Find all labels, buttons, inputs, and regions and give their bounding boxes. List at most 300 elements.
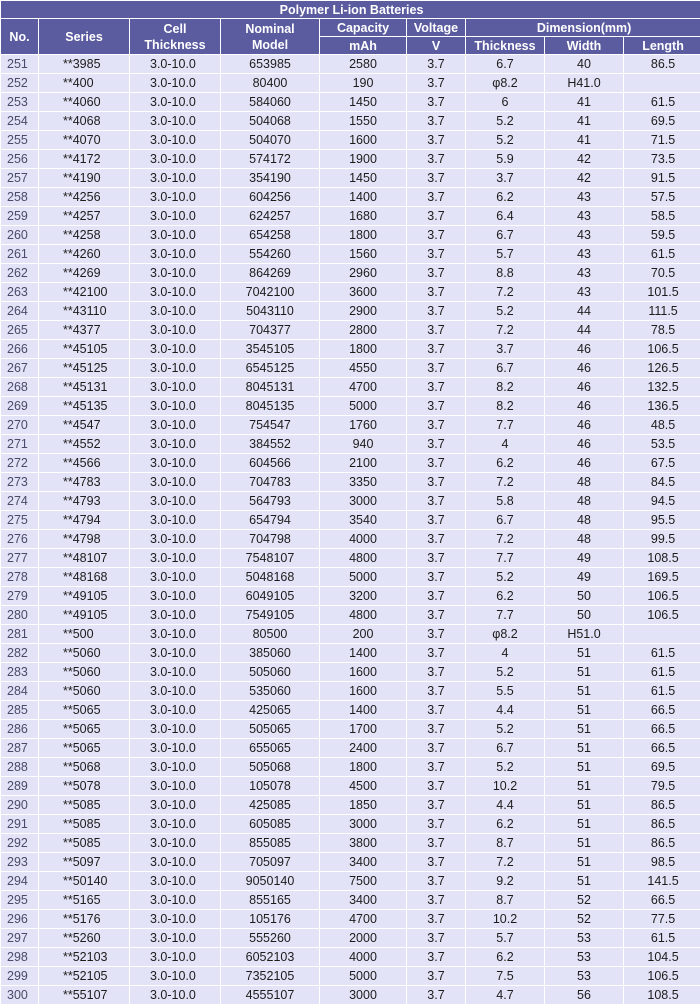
table-row [1, 397, 700, 415]
cell-nominal-model: 505060 [221, 663, 319, 681]
cell-dim-length [624, 74, 700, 92]
cell-no: 274 [1, 492, 38, 510]
cell-capacity: 1560 [320, 245, 406, 263]
cell-thickness-range: 3.0-10.0 [130, 568, 220, 586]
cell-dim-length: 61.5 [624, 644, 700, 662]
cell-nominal-model: 7042100 [221, 283, 319, 301]
cell-dim-width: 46 [545, 397, 623, 415]
cell-dim-length: 61.5 [624, 663, 700, 681]
cell-no: 281 [1, 625, 38, 643]
cell-dim-thickness: 8.7 [466, 891, 544, 909]
cell-voltage: 3.7 [407, 568, 465, 586]
cell-nominal-model: 504070 [221, 131, 319, 149]
cell-no: 258 [1, 188, 38, 206]
cell-capacity: 3600 [320, 283, 406, 301]
cell-dim-thickness: 5.2 [466, 131, 544, 149]
cell-thickness-range: 3.0-10.0 [130, 663, 220, 681]
cell-nominal-model: 6049105 [221, 587, 319, 605]
cell-voltage: 3.7 [407, 131, 465, 149]
table-row [1, 112, 700, 130]
cell-dim-thickness: 6.2 [466, 815, 544, 833]
cell-nominal-model: 604256 [221, 188, 319, 206]
cell-thickness-range: 3.0-10.0 [130, 131, 220, 149]
cell-nominal-model: 574172 [221, 150, 319, 168]
cell-capacity: 3200 [320, 587, 406, 605]
cell-capacity: 1400 [320, 644, 406, 662]
table-row [1, 872, 700, 890]
cell-thickness-range: 3.0-10.0 [130, 796, 220, 814]
cell-dim-width: 43 [545, 207, 623, 225]
cell-dim-length: 57.5 [624, 188, 700, 206]
cell-nominal-model: 704783 [221, 473, 319, 491]
cell-thickness-range: 3.0-10.0 [130, 321, 220, 339]
cell-voltage: 3.7 [407, 758, 465, 776]
cell-dim-length: 66.5 [624, 701, 700, 719]
cell-nominal-model: 8045135 [221, 397, 319, 415]
table-row [1, 93, 700, 111]
cell-no: 300 [1, 986, 38, 1004]
cell-voltage: 3.7 [407, 625, 465, 643]
cell-no: 253 [1, 93, 38, 111]
table-row [1, 948, 700, 966]
cell-voltage: 3.7 [407, 74, 465, 92]
cell-capacity: 1680 [320, 207, 406, 225]
cell-dim-thickness: 8.2 [466, 397, 544, 415]
table-row [1, 739, 700, 757]
cell-series: **5097 [39, 853, 129, 871]
cell-nominal-model: 554260 [221, 245, 319, 263]
cell-thickness-range: 3.0-10.0 [130, 378, 220, 396]
cell-no: 277 [1, 549, 38, 567]
cell-dim-length: 106.5 [624, 587, 700, 605]
cell-dim-thickness: 6.7 [466, 739, 544, 757]
table-row [1, 986, 700, 1004]
cell-voltage: 3.7 [407, 606, 465, 624]
cell-nominal-model: 855165 [221, 891, 319, 909]
cell-dim-length: 106.5 [624, 967, 700, 985]
cell-no: 265 [1, 321, 38, 339]
cell-dim-width: 51 [545, 758, 623, 776]
table-row [1, 131, 700, 149]
cell-capacity: 1400 [320, 188, 406, 206]
cell-dim-thickness: 5.9 [466, 150, 544, 168]
cell-thickness-range: 3.0-10.0 [130, 169, 220, 187]
cell-dim-length: 48.5 [624, 416, 700, 434]
cell-capacity: 190 [320, 74, 406, 92]
cell-thickness-range: 3.0-10.0 [130, 834, 220, 852]
cell-dim-width: 42 [545, 150, 623, 168]
cell-dim-thickness: 10.2 [466, 777, 544, 795]
cell-thickness-range: 3.0-10.0 [130, 739, 220, 757]
table-row [1, 720, 700, 738]
cell-thickness-range: 3.0-10.0 [130, 587, 220, 605]
cell-no: 297 [1, 929, 38, 947]
cell-no: 296 [1, 910, 38, 928]
table-row [1, 245, 700, 263]
table-row [1, 359, 700, 377]
cell-thickness-range: 3.0-10.0 [130, 701, 220, 719]
table-row [1, 625, 700, 643]
cell-voltage: 3.7 [407, 150, 465, 168]
cell-capacity: 3400 [320, 853, 406, 871]
cell-voltage: 3.7 [407, 226, 465, 244]
cell-series: **4269 [39, 264, 129, 282]
cell-dim-length: 78.5 [624, 321, 700, 339]
cell-dim-width: 46 [545, 340, 623, 358]
cell-dim-length: 111.5 [624, 302, 700, 320]
cell-dim-length: 94.5 [624, 492, 700, 510]
cell-no: 293 [1, 853, 38, 871]
cell-capacity: 1800 [320, 340, 406, 358]
cell-no: 275 [1, 511, 38, 529]
cell-dim-length: 169.5 [624, 568, 700, 586]
cell-dim-width: 51 [545, 663, 623, 681]
cell-capacity: 3000 [320, 492, 406, 510]
cell-voltage: 3.7 [407, 777, 465, 795]
table-row [1, 321, 700, 339]
cell-dim-thickness: 8.7 [466, 834, 544, 852]
cell-capacity: 1900 [320, 150, 406, 168]
cell-nominal-model: 653985 [221, 55, 319, 73]
cell-thickness-range: 3.0-10.0 [130, 492, 220, 510]
cell-dim-thickness: 7.2 [466, 283, 544, 301]
cell-dim-length: 108.5 [624, 986, 700, 1004]
cell-nominal-model: 3545105 [221, 340, 319, 358]
cell-nominal-model: 855085 [221, 834, 319, 852]
cell-capacity: 5000 [320, 397, 406, 415]
cell-thickness-range: 3.0-10.0 [130, 910, 220, 928]
cell-capacity: 1600 [320, 682, 406, 700]
cell-voltage: 3.7 [407, 530, 465, 548]
cell-no: 291 [1, 815, 38, 833]
cell-voltage: 3.7 [407, 663, 465, 681]
cell-dim-width: 43 [545, 188, 623, 206]
cell-dim-thickness: 9.2 [466, 872, 544, 890]
cell-voltage: 3.7 [407, 929, 465, 947]
cell-capacity: 3400 [320, 891, 406, 909]
cell-nominal-model: 354190 [221, 169, 319, 187]
cell-nominal-model: 385060 [221, 644, 319, 662]
header-cell-line1: Cell [163, 21, 187, 36]
cell-capacity: 4700 [320, 378, 406, 396]
cell-thickness-range: 3.0-10.0 [130, 416, 220, 434]
cell-dim-width: 50 [545, 606, 623, 624]
cell-no: 285 [1, 701, 38, 719]
cell-thickness-range: 3.0-10.0 [130, 948, 220, 966]
cell-series: **5068 [39, 758, 129, 776]
cell-nominal-model: 654794 [221, 511, 319, 529]
cell-series: **48168 [39, 568, 129, 586]
cell-dim-length: 66.5 [624, 891, 700, 909]
cell-voltage: 3.7 [407, 720, 465, 738]
cell-dim-length: 61.5 [624, 93, 700, 111]
cell-dim-width: 51 [545, 644, 623, 662]
cell-series: **5260 [39, 929, 129, 947]
cell-voltage: 3.7 [407, 207, 465, 225]
cell-no: 294 [1, 872, 38, 890]
cell-thickness-range: 3.0-10.0 [130, 872, 220, 890]
cell-capacity: 4800 [320, 549, 406, 567]
cell-no: 299 [1, 967, 38, 985]
cell-capacity: 4000 [320, 530, 406, 548]
cell-thickness-range: 3.0-10.0 [130, 815, 220, 833]
cell-no: 268 [1, 378, 38, 396]
cell-capacity: 1800 [320, 226, 406, 244]
cell-nominal-model: 80500 [221, 625, 319, 643]
cell-voltage: 3.7 [407, 473, 465, 491]
cell-dim-thickness: 6 [466, 93, 544, 111]
table-row [1, 207, 700, 225]
cell-dim-width: 51 [545, 796, 623, 814]
cell-capacity: 7500 [320, 872, 406, 890]
cell-series: **400 [39, 74, 129, 92]
cell-series: **52105 [39, 967, 129, 985]
cell-thickness-range: 3.0-10.0 [130, 207, 220, 225]
cell-dim-width: 46 [545, 435, 623, 453]
cell-series: **4793 [39, 492, 129, 510]
cell-series: **4190 [39, 169, 129, 187]
cell-capacity: 940 [320, 435, 406, 453]
cell-dim-length: 101.5 [624, 283, 700, 301]
cell-series: **4552 [39, 435, 129, 453]
cell-thickness-range: 3.0-10.0 [130, 758, 220, 776]
cell-dim-width: 46 [545, 359, 623, 377]
cell-nominal-model: 535060 [221, 682, 319, 700]
cell-dim-thickness: 5.2 [466, 302, 544, 320]
cell-dim-width: 48 [545, 530, 623, 548]
cell-nominal-model: 584060 [221, 93, 319, 111]
cell-no: 289 [1, 777, 38, 795]
cell-capacity: 3350 [320, 473, 406, 491]
header-capacity: Capacity [320, 19, 406, 36]
cell-capacity: 5000 [320, 967, 406, 985]
cell-nominal-model: 564793 [221, 492, 319, 510]
cell-dim-length: 69.5 [624, 758, 700, 776]
cell-capacity: 1600 [320, 663, 406, 681]
cell-series: **50140 [39, 872, 129, 890]
cell-capacity: 1760 [320, 416, 406, 434]
cell-thickness-range: 3.0-10.0 [130, 55, 220, 73]
cell-series: **4172 [39, 150, 129, 168]
table-row [1, 644, 700, 662]
table-row [1, 891, 700, 909]
table-row [1, 378, 700, 396]
cell-capacity: 3000 [320, 815, 406, 833]
cell-dim-width: 42 [545, 169, 623, 187]
cell-capacity: 2000 [320, 929, 406, 947]
cell-dim-width: 49 [545, 568, 623, 586]
cell-dim-width: 51 [545, 834, 623, 852]
cell-dim-length: 86.5 [624, 834, 700, 852]
cell-dim-length: 67.5 [624, 454, 700, 472]
cell-voltage: 3.7 [407, 549, 465, 567]
cell-dim-width: 44 [545, 321, 623, 339]
cell-voltage: 3.7 [407, 682, 465, 700]
cell-dim-length: 66.5 [624, 739, 700, 757]
cell-nominal-model: 105078 [221, 777, 319, 795]
cell-series: **5085 [39, 834, 129, 852]
cell-dim-length: 99.5 [624, 530, 700, 548]
cell-dim-width: 51 [545, 701, 623, 719]
cell-dim-width: 51 [545, 815, 623, 833]
cell-voltage: 3.7 [407, 188, 465, 206]
cell-nominal-model: 7548107 [221, 549, 319, 567]
cell-dim-width: 43 [545, 245, 623, 263]
cell-nominal-model: 7549105 [221, 606, 319, 624]
cell-thickness-range: 3.0-10.0 [130, 150, 220, 168]
cell-series: **5176 [39, 910, 129, 928]
cell-dim-thickness: 6.2 [466, 948, 544, 966]
header-cell-thickness [130, 19, 220, 54]
cell-dim-thickness: 4 [466, 644, 544, 662]
cell-no: 272 [1, 454, 38, 472]
cell-voltage: 3.7 [407, 397, 465, 415]
cell-voltage: 3.7 [407, 511, 465, 529]
cell-no: 286 [1, 720, 38, 738]
cell-dim-length: 104.5 [624, 948, 700, 966]
cell-dim-length: 84.5 [624, 473, 700, 491]
cell-dim-thickness: 5.2 [466, 663, 544, 681]
cell-voltage: 3.7 [407, 169, 465, 187]
cell-thickness-range: 3.0-10.0 [130, 625, 220, 643]
cell-thickness-range: 3.0-10.0 [130, 473, 220, 491]
cell-dim-length: 79.5 [624, 777, 700, 795]
cell-dim-thickness: φ8.2 [466, 74, 544, 92]
header-nominal-line2: Model [251, 37, 289, 52]
cell-series: **45105 [39, 340, 129, 358]
cell-voltage: 3.7 [407, 492, 465, 510]
cell-no: 276 [1, 530, 38, 548]
cell-dim-length: 71.5 [624, 131, 700, 149]
cell-dim-thickness: 4 [466, 435, 544, 453]
cell-thickness-range: 3.0-10.0 [130, 188, 220, 206]
cell-dim-thickness: 5.8 [466, 492, 544, 510]
cell-no: 269 [1, 397, 38, 415]
cell-voltage: 3.7 [407, 872, 465, 890]
cell-dim-thickness: 4.7 [466, 986, 544, 1004]
table-row [1, 587, 700, 605]
cell-dim-thickness: 3.7 [466, 340, 544, 358]
cell-capacity: 4800 [320, 606, 406, 624]
cell-dim-width: 51 [545, 682, 623, 700]
cell-dim-length: 70.5 [624, 264, 700, 282]
header-nominal-line1: Nominal [245, 21, 295, 36]
cell-capacity: 1550 [320, 112, 406, 130]
cell-dim-width: H41.0 [545, 74, 623, 92]
cell-dim-length: 95.5 [624, 511, 700, 529]
cell-series: **4798 [39, 530, 129, 548]
cell-thickness-range: 3.0-10.0 [130, 777, 220, 795]
cell-dim-thickness: 5.7 [466, 929, 544, 947]
cell-no: 278 [1, 568, 38, 586]
cell-thickness-range: 3.0-10.0 [130, 967, 220, 985]
cell-dim-length: 98.5 [624, 853, 700, 871]
table-row [1, 264, 700, 282]
cell-nominal-model: 624257 [221, 207, 319, 225]
cell-dim-thickness: 6.2 [466, 188, 544, 206]
cell-nominal-model: 105176 [221, 910, 319, 928]
cell-dim-length: 77.5 [624, 910, 700, 928]
header-series: Series [39, 19, 129, 54]
cell-series: **49105 [39, 606, 129, 624]
cell-no: 256 [1, 150, 38, 168]
cell-dim-width: 43 [545, 226, 623, 244]
cell-series: **4547 [39, 416, 129, 434]
cell-nominal-model: 7352105 [221, 967, 319, 985]
header-width: Width [545, 37, 623, 54]
cell-thickness-range: 3.0-10.0 [130, 264, 220, 282]
cell-no: 295 [1, 891, 38, 909]
cell-dim-length: 136.5 [624, 397, 700, 415]
table-row [1, 853, 700, 871]
table-title: Polymer Li-ion Batteries [1, 1, 700, 18]
cell-nominal-model: 505065 [221, 720, 319, 738]
cell-nominal-model: 4555107 [221, 986, 319, 1004]
cell-nominal-model: 505068 [221, 758, 319, 776]
cell-dim-width: 43 [545, 283, 623, 301]
cell-voltage: 3.7 [407, 701, 465, 719]
cell-nominal-model: 5048168 [221, 568, 319, 586]
cell-dim-length: 61.5 [624, 682, 700, 700]
cell-capacity: 2580 [320, 55, 406, 73]
cell-no: 263 [1, 283, 38, 301]
cell-series: **45131 [39, 378, 129, 396]
cell-series: **4257 [39, 207, 129, 225]
table-row [1, 777, 700, 795]
cell-voltage: 3.7 [407, 55, 465, 73]
cell-thickness-range: 3.0-10.0 [130, 283, 220, 301]
cell-capacity: 200 [320, 625, 406, 643]
cell-dim-width: 50 [545, 587, 623, 605]
cell-thickness-range: 3.0-10.0 [130, 93, 220, 111]
cell-series: **4377 [39, 321, 129, 339]
table-row [1, 454, 700, 472]
cell-no: 267 [1, 359, 38, 377]
cell-dim-length: 141.5 [624, 872, 700, 890]
cell-thickness-range: 3.0-10.0 [130, 682, 220, 700]
cell-no: 279 [1, 587, 38, 605]
cell-thickness-range: 3.0-10.0 [130, 853, 220, 871]
cell-no: 282 [1, 644, 38, 662]
cell-dim-width: 56 [545, 986, 623, 1004]
cell-voltage: 3.7 [407, 948, 465, 966]
cell-dim-length: 73.5 [624, 150, 700, 168]
cell-dim-thickness: 7.7 [466, 416, 544, 434]
cell-dim-thickness: 5.2 [466, 720, 544, 738]
cell-dim-length: 86.5 [624, 796, 700, 814]
cell-dim-length: 59.5 [624, 226, 700, 244]
cell-dim-width: 48 [545, 492, 623, 510]
cell-thickness-range: 3.0-10.0 [130, 435, 220, 453]
cell-dim-width: 46 [545, 454, 623, 472]
cell-no: 266 [1, 340, 38, 358]
cell-dim-width: 48 [545, 473, 623, 491]
header-dimension: Dimension(mm) [466, 19, 700, 36]
cell-voltage: 3.7 [407, 796, 465, 814]
table-row [1, 910, 700, 928]
cell-voltage: 3.7 [407, 815, 465, 833]
table-row [1, 435, 700, 453]
cell-no: 257 [1, 169, 38, 187]
header-thickness: Thickness [466, 37, 544, 54]
cell-dim-thickness: 6.2 [466, 454, 544, 472]
table-body [1, 55, 700, 1004]
cell-dim-thickness: 5.2 [466, 568, 544, 586]
cell-dim-length: 86.5 [624, 55, 700, 73]
header-voltage-unit: V [407, 37, 465, 54]
cell-capacity: 4550 [320, 359, 406, 377]
cell-thickness-range: 3.0-10.0 [130, 891, 220, 909]
